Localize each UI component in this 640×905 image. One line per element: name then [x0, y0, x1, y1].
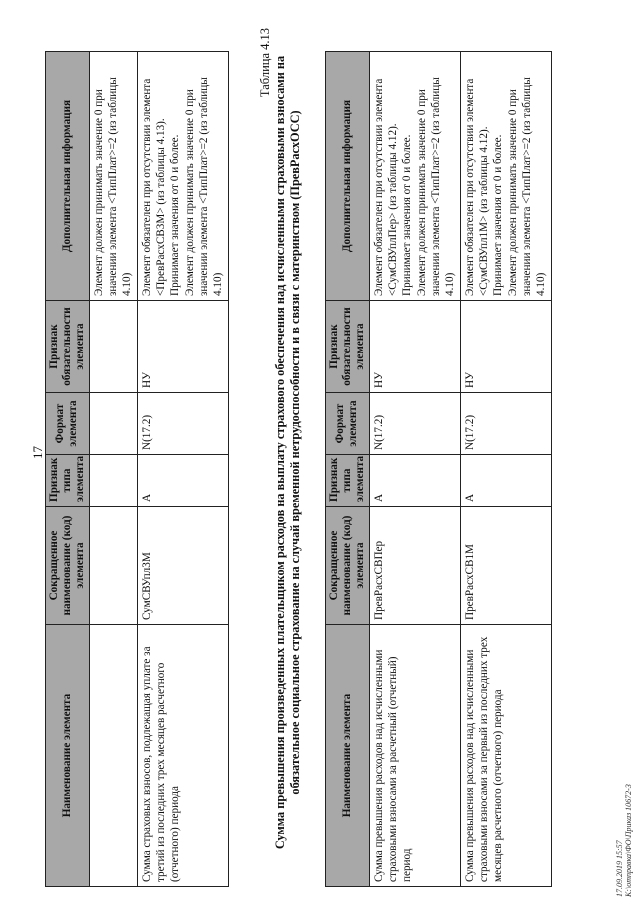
header-name: Наименование элемента	[46, 625, 90, 887]
header-code: Сокращенное наименование (код) элемента	[46, 507, 90, 625]
cell-name: Сумма превышения расходов над исчисленными страховыми взносами за первый из последних трех месяцев расчетного (отчетного) периода	[460, 625, 551, 887]
header-required: Признак обязательности элемента	[326, 301, 370, 393]
header-name: Наименование элемента	[326, 625, 370, 887]
cell-code: СумСВУпл3М	[137, 507, 228, 625]
table-row	[89, 52, 137, 887]
cell-required: НУ	[369, 301, 460, 393]
cell-required: НУ	[460, 301, 551, 393]
table-number: Таблица 4.13	[258, 28, 272, 98]
stamp-date: 17.09.2019 15:57	[614, 840, 624, 897]
cell-type: А	[137, 455, 228, 507]
page-number: 17	[30, 446, 45, 459]
cell-format: N(17.2)	[369, 393, 460, 455]
cell-type: А	[369, 455, 460, 507]
table-header-row	[46, 52, 90, 887]
cell-required	[89, 301, 137, 393]
print-stamp	[615, 784, 634, 897]
cell-name: Сумма превышения расходов над исчисленными страховыми взносами за расчетный (отчетный) период	[369, 625, 460, 887]
table-row	[460, 52, 551, 887]
cell-format: N(17.2)	[137, 393, 228, 455]
header-format: Формат элемента	[326, 393, 370, 455]
cell-format: N(17.2)	[460, 393, 551, 455]
header-required: Признак обязательности элемента	[46, 301, 90, 393]
table-header-row	[326, 52, 370, 887]
table-row	[369, 52, 460, 887]
table-4-12-continuation	[45, 51, 229, 887]
table-4-13	[325, 51, 552, 887]
stamp-path: К:\отправка\ФО\Приказ 10672-3	[624, 784, 634, 897]
cell-name: Сумма страховых взносов, подлежащая уплате за третий из последних трех месяцев расчетного (отчетного) периода	[137, 625, 228, 887]
cell-required: НУ	[137, 301, 228, 393]
header-type: Признак типа элемента	[46, 455, 90, 507]
cell-info: Элемент обязателен при отсутствии элемента <СумСВУплПер> (из таблицы 4.12). Принимает значения от 0 и более. Элемент должен принимать значение 0 при значении элемента <ТипПлат>=2 (из таблицы 4.10)	[369, 52, 460, 301]
cell-info: Элемент обязателен при отсутствии элемента <СумСВУпл1М> (из таблицы 4.12). Принимает значения от 0 и более. Элемент должен принимать значение 0 при значении элемента <ТипПлат>=2 (из таблицы 4.10)	[460, 52, 551, 301]
header-info: Дополнительная информация	[326, 52, 370, 301]
cell-info: Элемент обязателен при отсутствии элемента <ПревРасхСВ3М> (из таблицы 4.13). Принимает значения от 0 и более. Элемент должен принимать значение 0 при значении элемента <ТипПлат>=2 (из таблицы 4.10)	[137, 52, 228, 301]
table-row	[137, 52, 228, 887]
header-type: Признак типа элемента	[326, 455, 370, 507]
cell-code: ПревРасхСВ1М	[460, 507, 551, 625]
cell-format	[89, 393, 137, 455]
cell-code: ПревРасхСВПер	[369, 507, 460, 625]
table-title: Сумма превышения произведенных плательщиком расходов на выплату страхового обеспечения над исчисленными страховыми взносами на обязательное социальное страхование на случай временной нетрудоспособности и в связи с материнством (ПревРасхОСС)	[273, 55, 302, 850]
cell-name	[89, 625, 137, 887]
cell-type	[89, 455, 137, 507]
cell-info: Элемент должен принимать значение 0 при значении элемента <ТипПлат>=2 (из таблицы 4.10)	[89, 52, 137, 301]
header-code: Сокращенное наименование (код) элемента	[326, 507, 370, 625]
cell-type: А	[460, 455, 551, 507]
cell-code	[89, 507, 137, 625]
header-info: Дополнительная информация	[46, 52, 90, 301]
header-format: Формат элемента	[46, 393, 90, 455]
